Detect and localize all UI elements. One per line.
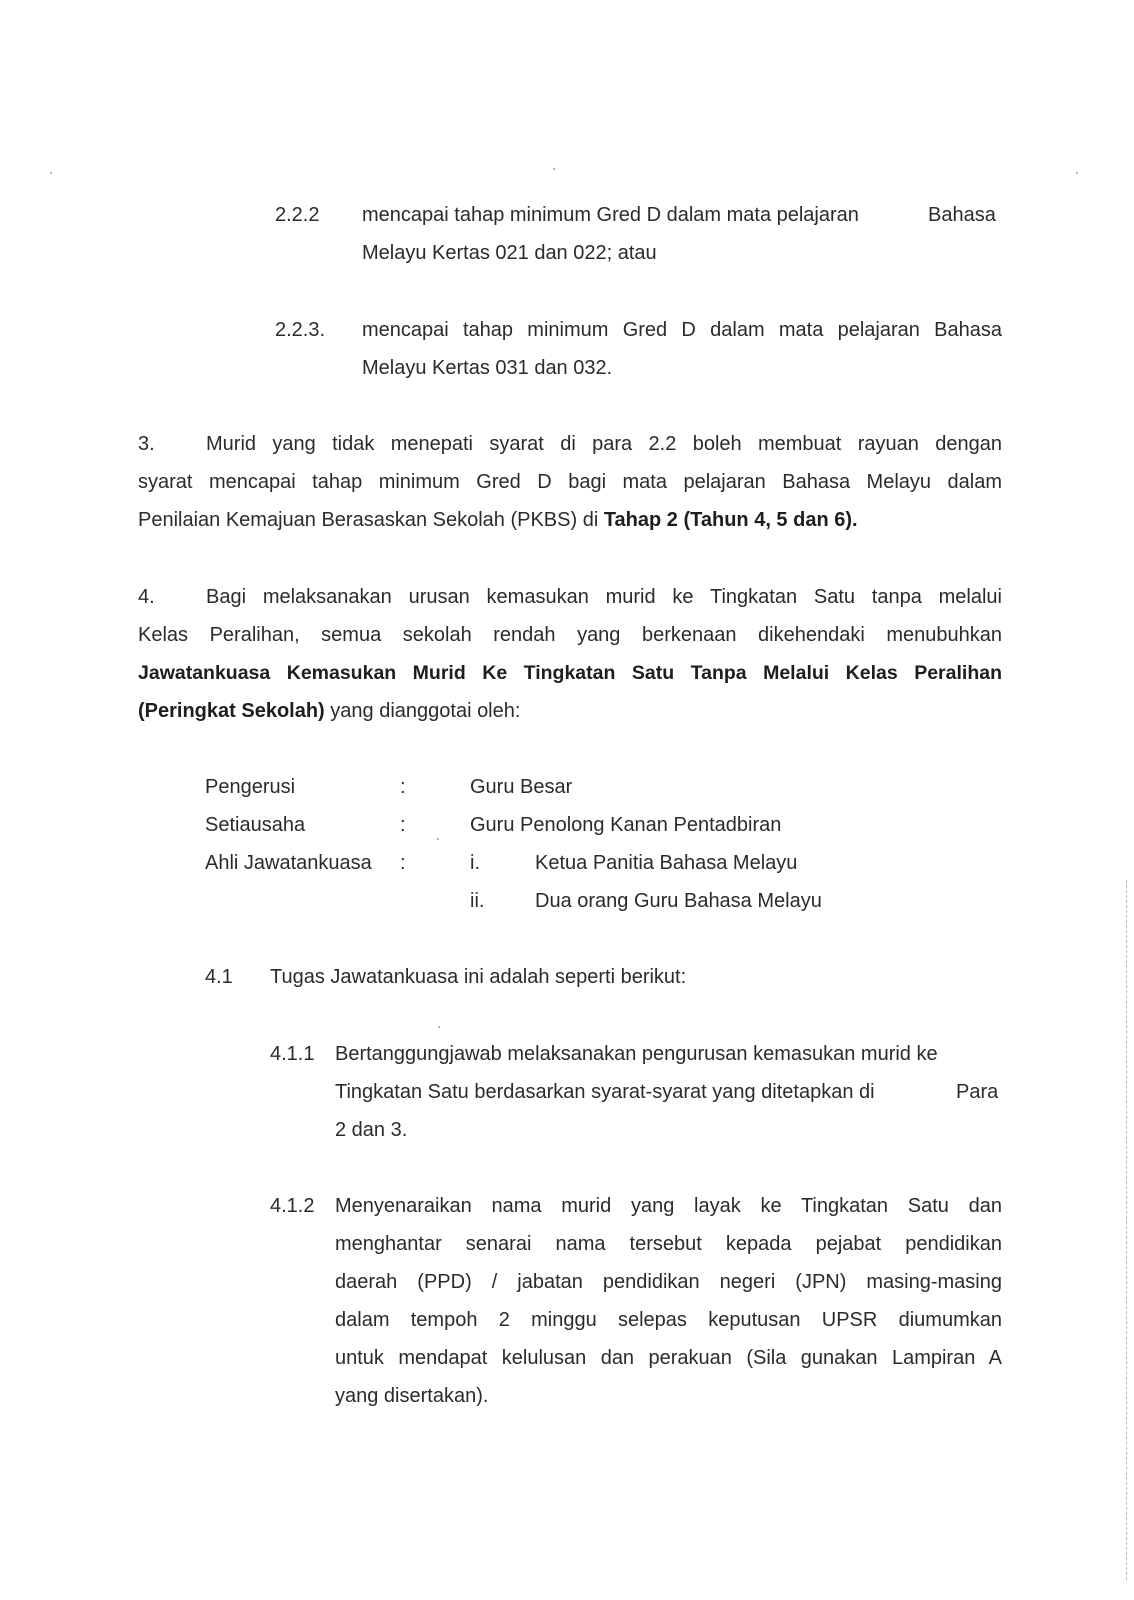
scan-speck xyxy=(438,1026,440,1028)
committee-member: Guru Penolong Kanan Pentadbiran xyxy=(470,814,782,836)
section-4-1-1-text-end: Para xyxy=(956,1081,999,1103)
section-4-1-2-text: dalam tempoh 2 minggu selepas keputusan UPSR diumumkan xyxy=(335,1309,1002,1331)
item-2-2-2-text: Melayu Kertas 021 dan 022; atau xyxy=(362,242,657,264)
committee-colon: : xyxy=(400,814,406,836)
para-3-text: Murid yang tidak menepati syarat di para 2.2 boleh membuat rayuan dengan xyxy=(206,433,1002,455)
para-4-text-plain: yang dianggotai oleh: xyxy=(324,700,521,722)
item-2-2-3-text: mencapai tahap minimum Gred D dalam mata pelajaran Bahasa xyxy=(362,319,1002,341)
section-4-1-2-number: 4.1.2 xyxy=(270,1195,315,1217)
section-4-1-1-text: 2 dan 3. xyxy=(335,1119,408,1141)
scan-edge-mark xyxy=(1126,880,1129,1580)
section-4-1-2-text: menghantar senarai nama tersebut kepada pejabat pendidikan xyxy=(335,1233,1002,1255)
section-4-1-2-text: Menyenaraikan nama murid yang layak ke Tingkatan Satu dan xyxy=(335,1195,1002,1217)
section-4-1-number: 4.1 xyxy=(205,966,233,988)
scan-speck xyxy=(553,168,555,170)
para-4-committee-name: Jawatankuasa Kemasukan Murid Ke Tingkatan Satu Tanpa Melalui Kelas Peralihan xyxy=(138,662,1002,684)
scan-speck xyxy=(1076,172,1078,174)
item-2-2-2-number: 2.2.2 xyxy=(275,204,320,226)
committee-sub-number: i. xyxy=(470,852,480,874)
committee-role: Pengerusi xyxy=(205,776,296,798)
section-4-1-2-text: yang disertakan). xyxy=(335,1385,489,1407)
scan-speck xyxy=(437,838,439,840)
para-3-text-plain: Penilaian Kemajuan Berasaskan Sekolah (PKBS) di xyxy=(138,509,604,531)
committee-member: Ketua Panitia Bahasa Melayu xyxy=(535,852,798,874)
section-4-1-2-text: daerah (PPD) / jabatan pendidikan negeri (JPN) masing-masing xyxy=(335,1271,1002,1293)
para-4-text: Bagi melaksanakan urusan kemasukan murid ke Tingkatan Satu tanpa melalui xyxy=(206,586,1002,608)
item-2-2-2-text: mencapai tahap minimum Gred D dalam mata pelajaran xyxy=(362,204,859,226)
committee-role: Ahli Jawatankuasa xyxy=(205,852,372,874)
committee-member: Dua orang Guru Bahasa Melayu xyxy=(535,890,822,912)
section-4-1-1-number: 4.1.1 xyxy=(270,1043,315,1065)
committee-colon: : xyxy=(400,776,406,798)
committee-member: Guru Besar xyxy=(470,776,573,798)
para-4-number: 4. xyxy=(138,586,155,608)
committee-sub-number: ii. xyxy=(470,890,485,912)
item-2-2-3-text: Melayu Kertas 031 dan 032. xyxy=(362,357,613,379)
item-2-2-2-text-end: Bahasa xyxy=(928,204,996,226)
para-3-number: 3. xyxy=(138,433,155,455)
item-2-2-3-number: 2.2.3. xyxy=(275,319,326,341)
para-3-text: syarat mencapai tahap minimum Gred D bagi mata pelajaran Bahasa Melayu dalam xyxy=(138,471,1002,493)
section-4-1-2-text: untuk mendapat kelulusan dan perakuan (Sila gunakan Lampiran A xyxy=(335,1347,1002,1369)
para-3-text-bold: Tahap 2 (Tahun 4, 5 dan 6). xyxy=(603,509,858,531)
committee-role: Setiausaha xyxy=(205,814,306,836)
para-3-text xyxy=(138,501,858,539)
scan-speck xyxy=(50,172,52,174)
section-4-1-1-text: Bertanggungjawab melaksanakan pengurusan kemasukan murid ke xyxy=(335,1043,938,1065)
para-4-text: Kelas Peralihan, semua sekolah rendah yang berkenaan dikehendaki menubuhkan xyxy=(138,624,1002,646)
committee-colon: : xyxy=(400,852,406,874)
para-4-text xyxy=(138,692,520,730)
section-4-1-1-text: Tingkatan Satu berdasarkan syarat-syarat yang ditetapkan di xyxy=(335,1081,875,1103)
section-4-1-text: Tugas Jawatankuasa ini adalah seperti berikut: xyxy=(270,966,687,988)
para-4-level-bold: (Peringkat Sekolah) xyxy=(138,700,325,722)
